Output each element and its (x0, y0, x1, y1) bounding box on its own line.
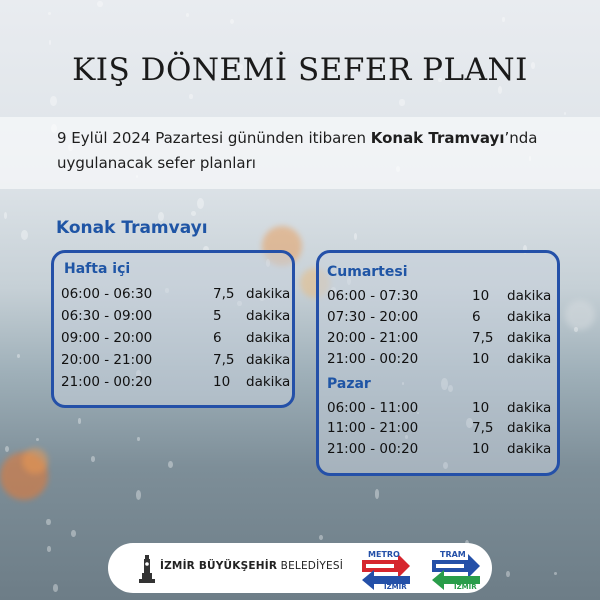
ibb-name-bold: İZMİR BÜYÜKŞEHİR (160, 560, 278, 572)
frequency-unit: dakika (246, 352, 291, 368)
frequency-unit: dakika (246, 308, 291, 324)
raindrop (168, 461, 173, 468)
frequency-minutes: 6 (472, 309, 481, 325)
frequency-minutes: 10 (472, 288, 490, 304)
weekday-label: Hafta içi (64, 261, 131, 277)
raindrop (502, 17, 505, 22)
time-range: 06:00 - 11:00 (327, 400, 419, 416)
footer-logo-bar (108, 543, 492, 593)
raindrop (354, 233, 358, 240)
time-range: 06:00 - 07:30 (327, 288, 419, 304)
metro-word: METRO (368, 550, 400, 559)
subtitle-prefix: 9 Eylül 2024 Pazartesi gününden itibaren (57, 129, 371, 147)
time-range: 20:00 - 21:00 (61, 352, 153, 368)
raindrop (4, 212, 7, 219)
tram-word: TRAM (440, 550, 466, 559)
frequency-minutes: 10 (213, 374, 231, 390)
subtitle (57, 126, 577, 176)
frequency-minutes: 10 (472, 400, 490, 416)
frequency-unit: dakika (507, 288, 552, 304)
frequency-minutes: 6 (213, 330, 222, 346)
raindrop (191, 211, 196, 216)
frequency-minutes: 10 (472, 441, 490, 457)
frequency-minutes: 7,5 (213, 286, 235, 302)
raindrop (36, 438, 40, 442)
time-range: 21:00 - 00:20 (327, 441, 419, 457)
raindrop (186, 13, 189, 18)
bokeh-light (22, 448, 48, 474)
subtitle-line-name: Konak Tramvayı (370, 129, 505, 147)
frequency-unit: dakika (246, 374, 291, 390)
time-range: 07:30 - 20:00 (327, 309, 419, 325)
weekday-schedule-panel (51, 250, 295, 408)
raindrop (21, 230, 28, 240)
raindrop (5, 446, 9, 452)
raindrop (97, 1, 103, 8)
tram-city: İZMİR (454, 583, 477, 590)
frequency-minutes: 10 (472, 351, 490, 367)
page-title: KIŞ DÖNEMİ SEFER PLANI (72, 52, 528, 88)
raindrop (48, 12, 51, 15)
raindrop (230, 19, 234, 24)
ibb-name-light: BELEDİYESİ (277, 560, 343, 572)
time-range: 21:00 - 00:20 (61, 374, 153, 390)
frequency-unit: dakika (507, 330, 552, 346)
raindrop (17, 354, 20, 358)
bokeh-light (565, 300, 595, 330)
time-range: 06:30 - 09:00 (61, 308, 153, 324)
raindrop (136, 490, 141, 500)
raindrop (53, 584, 58, 591)
metro-izmir-logo (358, 546, 414, 590)
raindrop (574, 327, 578, 332)
raindrop (71, 530, 76, 537)
weekend-schedule-panel (316, 250, 560, 476)
section-heading: Konak Tramvayı (56, 218, 208, 238)
time-range: 11:00 - 21:00 (327, 420, 419, 436)
time-range: 20:00 - 21:00 (327, 330, 419, 346)
frequency-unit: dakika (507, 351, 552, 367)
raindrop (46, 519, 50, 525)
ibb-wordmark (160, 560, 343, 572)
frequency-minutes: 5 (213, 308, 222, 324)
frequency-unit: dakika (507, 420, 552, 436)
raindrop (506, 571, 509, 577)
raindrop (399, 99, 404, 105)
raindrop (554, 572, 557, 575)
frequency-unit: dakika (507, 400, 552, 416)
frequency-unit: dakika (246, 286, 291, 302)
time-range: 06:00 - 06:30 (61, 286, 153, 302)
raindrop (47, 546, 51, 551)
clock-tower-icon (136, 553, 158, 585)
raindrop (137, 437, 140, 442)
raindrop (78, 418, 81, 423)
raindrop (564, 112, 567, 116)
frequency-minutes: 7,5 (213, 352, 235, 368)
sunday-label: Pazar (327, 376, 371, 392)
time-range: 09:00 - 20:00 (61, 330, 153, 346)
frequency-minutes: 7,5 (472, 420, 494, 436)
raindrop (375, 489, 380, 498)
raindrop (91, 456, 96, 462)
frequency-unit: dakika (246, 330, 291, 346)
raindrop (319, 535, 323, 541)
raindrop (49, 40, 51, 44)
raindrop (50, 96, 56, 106)
subtitle-suffix: ’nda uygulanacak sefer planları (57, 129, 538, 172)
raindrop (197, 198, 204, 209)
saturday-label: Cumartesi (327, 264, 408, 280)
time-range: 21:00 - 00:20 (327, 351, 419, 367)
metro-city: İZMİR (384, 583, 407, 590)
frequency-minutes: 7,5 (472, 330, 494, 346)
tram-izmir-logo (428, 546, 484, 590)
raindrop (189, 94, 192, 99)
frequency-unit: dakika (507, 441, 552, 457)
frequency-unit: dakika (507, 309, 552, 325)
